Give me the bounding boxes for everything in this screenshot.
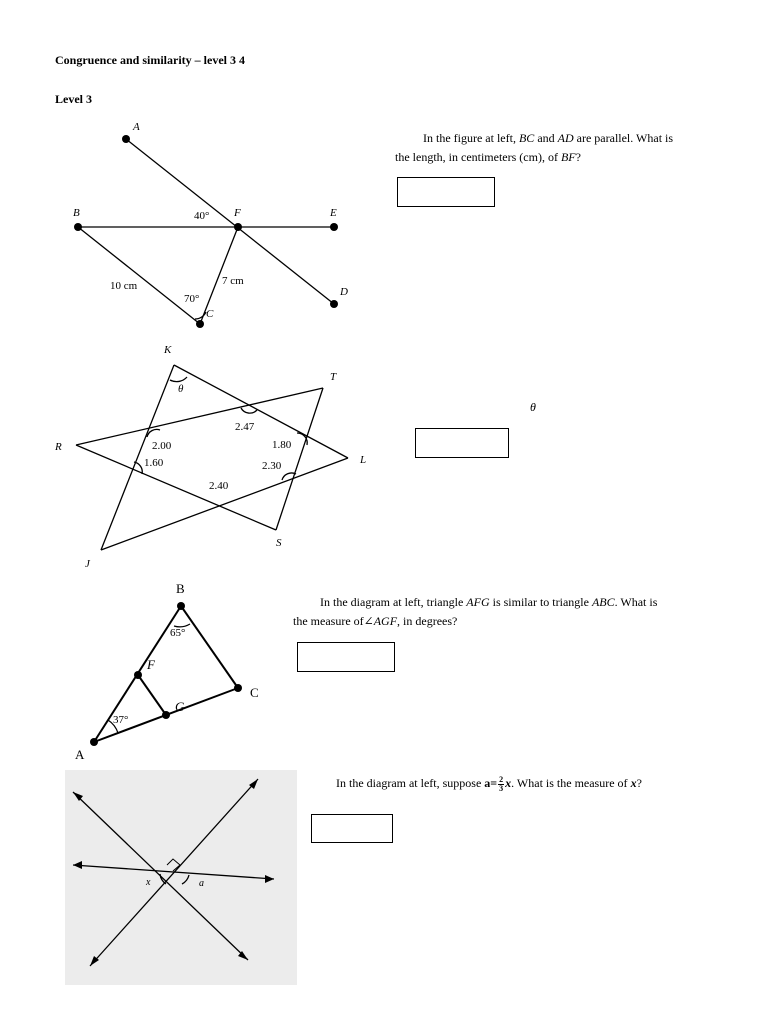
q3-var-afg: AFG bbox=[466, 595, 490, 609]
line-ts bbox=[276, 388, 323, 530]
point-g bbox=[162, 711, 170, 719]
length-7cm: 7 cm bbox=[222, 275, 244, 287]
label-l: L bbox=[360, 454, 367, 466]
angle-70: 70° bbox=[184, 293, 200, 305]
label-s: S bbox=[276, 537, 282, 549]
q4-a-equals: a= bbox=[484, 776, 498, 790]
label-x: x bbox=[146, 877, 151, 888]
q1-var-ad: AD bbox=[557, 131, 574, 145]
point-c bbox=[234, 684, 242, 692]
line-rt bbox=[76, 388, 323, 445]
point-f bbox=[234, 223, 242, 231]
figure-2-labels bbox=[54, 344, 366, 570]
label-e: E bbox=[330, 207, 337, 219]
q1-var-bf: BF bbox=[560, 150, 576, 164]
q3-text-e: , in degrees? bbox=[397, 614, 458, 628]
q1-text-a: In the figure at left, bbox=[423, 131, 519, 145]
angle-37: 37° bbox=[113, 714, 129, 726]
angle-65: 65° bbox=[170, 627, 186, 639]
line-kl bbox=[174, 365, 348, 458]
q4-text-c: ? bbox=[636, 776, 642, 790]
value-1-60: 1.60 bbox=[144, 457, 164, 469]
q1-text-e: ? bbox=[575, 150, 581, 164]
q4-var-x-2: x bbox=[630, 776, 637, 790]
angle-arc-left bbox=[147, 429, 160, 437]
label-a: a bbox=[199, 878, 204, 889]
label-b: B bbox=[73, 207, 80, 219]
q4-text-b: . What is the measure of bbox=[511, 776, 631, 790]
q4-text-a: In the diagram at left, suppose bbox=[336, 776, 485, 790]
label-d: D bbox=[340, 286, 348, 298]
value-2-40: 2.40 bbox=[209, 480, 229, 492]
level-heading: Level 3 bbox=[55, 92, 92, 106]
q2-theta-label: θ bbox=[530, 400, 536, 414]
label-g: G bbox=[175, 699, 185, 714]
q4-frac-den: 3 bbox=[499, 783, 504, 793]
label-a: A bbox=[133, 121, 140, 133]
label-j: J bbox=[85, 558, 90, 570]
figure-1-measures bbox=[110, 210, 244, 305]
angle-arc-theta bbox=[170, 377, 187, 382]
point-a bbox=[122, 135, 130, 143]
label-t: T bbox=[330, 371, 337, 383]
q4-frac-num: 2 bbox=[499, 774, 504, 784]
point-e bbox=[330, 223, 338, 231]
figure-3-labels bbox=[75, 581, 259, 762]
label-c: C bbox=[250, 685, 259, 700]
label-f: F bbox=[147, 657, 155, 672]
line-bc bbox=[181, 606, 238, 688]
value-2-30: 2.30 bbox=[262, 460, 282, 472]
figure-2-measures bbox=[144, 421, 292, 492]
value-2-47: 2.47 bbox=[235, 421, 255, 433]
line-fg bbox=[138, 675, 166, 715]
q4-var-x: x bbox=[505, 776, 512, 790]
q1-var-bc: BC bbox=[518, 131, 535, 145]
point-b bbox=[74, 223, 82, 231]
figure-4-background bbox=[65, 770, 297, 985]
q1-text-b: and bbox=[534, 131, 558, 145]
line-bc bbox=[78, 227, 200, 324]
point-f bbox=[134, 671, 142, 679]
q3-text-b: is similar to triangle bbox=[489, 595, 592, 609]
figure-2-star bbox=[76, 365, 348, 550]
q3-text-c: . What is bbox=[614, 595, 658, 609]
q3-var-angle-agf: ∠AGF bbox=[363, 614, 398, 628]
point-d bbox=[330, 300, 338, 308]
length-10cm: 10 cm bbox=[110, 280, 138, 292]
label-k: K bbox=[164, 344, 172, 356]
label-theta: θ bbox=[178, 383, 184, 395]
angle-40: 40° bbox=[194, 210, 210, 222]
label-a: A bbox=[75, 747, 85, 762]
figure-1-parallel-lines bbox=[78, 139, 334, 324]
line-rs bbox=[76, 445, 276, 530]
q1-text-d: the length, in centimeters (cm), of bbox=[395, 150, 561, 164]
q3-text-d: the measure of bbox=[293, 614, 364, 628]
figure-1-points bbox=[74, 135, 338, 328]
label-f: F bbox=[234, 207, 241, 219]
point-b bbox=[177, 602, 185, 610]
q3-var-abc: ABC bbox=[591, 595, 615, 609]
q3-text-a: In the diagram at left, triangle bbox=[320, 595, 467, 609]
page-title: Congruence and similarity – level 3 4 bbox=[55, 53, 245, 67]
label-c: C bbox=[206, 308, 214, 320]
value-2-00: 2.00 bbox=[152, 440, 172, 452]
label-r: R bbox=[55, 441, 62, 453]
value-1-80: 1.80 bbox=[272, 439, 292, 451]
q1-text-c: are parallel. What is bbox=[573, 131, 674, 145]
point-c bbox=[196, 320, 204, 328]
label-b: B bbox=[176, 581, 185, 596]
point-a bbox=[90, 738, 98, 746]
